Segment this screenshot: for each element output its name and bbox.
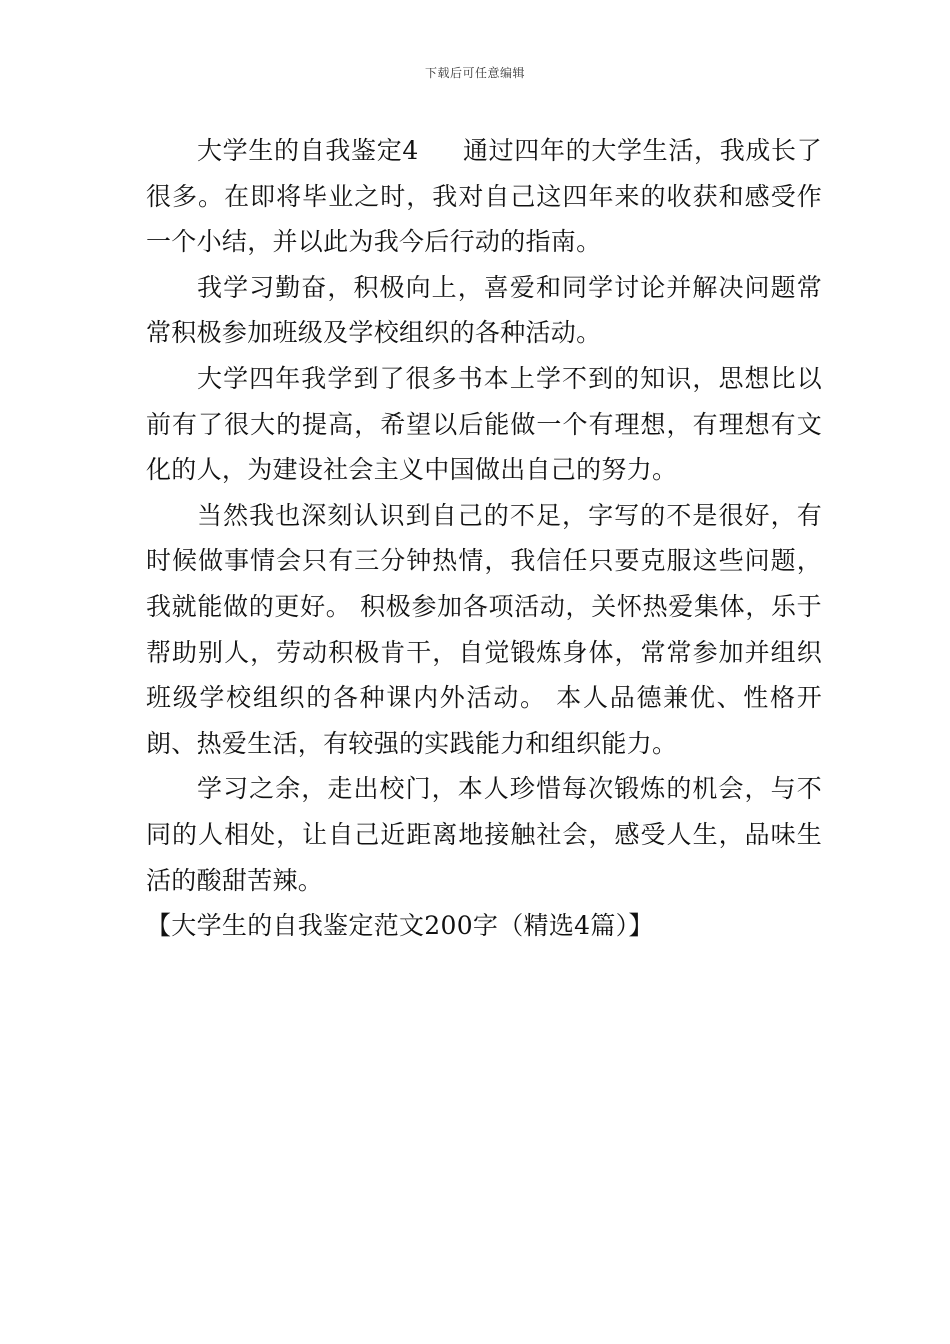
section-heading: 大学生的自我鉴定4 [197,136,419,165]
paragraph-knowledge: 大学四年我学到了很多书本上学不到的知识，思想比以前有了很大的提高，希望以后能做一个有理想，有理想有文化的人，为建设社会主义中国做出自己的努力。 [146,363,822,485]
paragraph-text: 通过四年的大学生活，我成长了很多。在即将毕业之时，我对自己这四年来的收获和感受作一个小结，并以此为我今后行动的指南。 [146,136,823,257]
footer-title: 【大学生的自我鉴定范文200字（精选4篇）】 [146,911,654,941]
paragraph-society: 学习之余，走出校门，本人珍惜每次锻炼的机会，与不同的人相处，让自己近距离地接触社会，感受人生，品味生活的酸甜苦辣。 [146,774,822,895]
paragraph-study: 我学习勤奋，积极向上，喜爱和同学讨论并解决问题常常积极参加班级及学校组织的各种活动。 [146,272,822,348]
paragraph-intro [146,128,822,265]
document-body [146,128,822,949]
paragraph-shortcomings: 当然我也深刻认识到自己的不足，字写的不是很好，有时候做事情会只有三分钟热情，我信任只要克服这些问题，我就能做的更好。 积极参加各项活动，关怀热爱集体，乐于帮助别人，劳动积极肯干，自觉锻炼身体，常常参加并组织班级学校组织的各种课内外活动。 本人品德兼优、性格开朗、热爱生活，有较强的实践能力和组织能力。 [146,500,822,758]
header-note: 下载后可任意编辑 [424,66,525,80]
